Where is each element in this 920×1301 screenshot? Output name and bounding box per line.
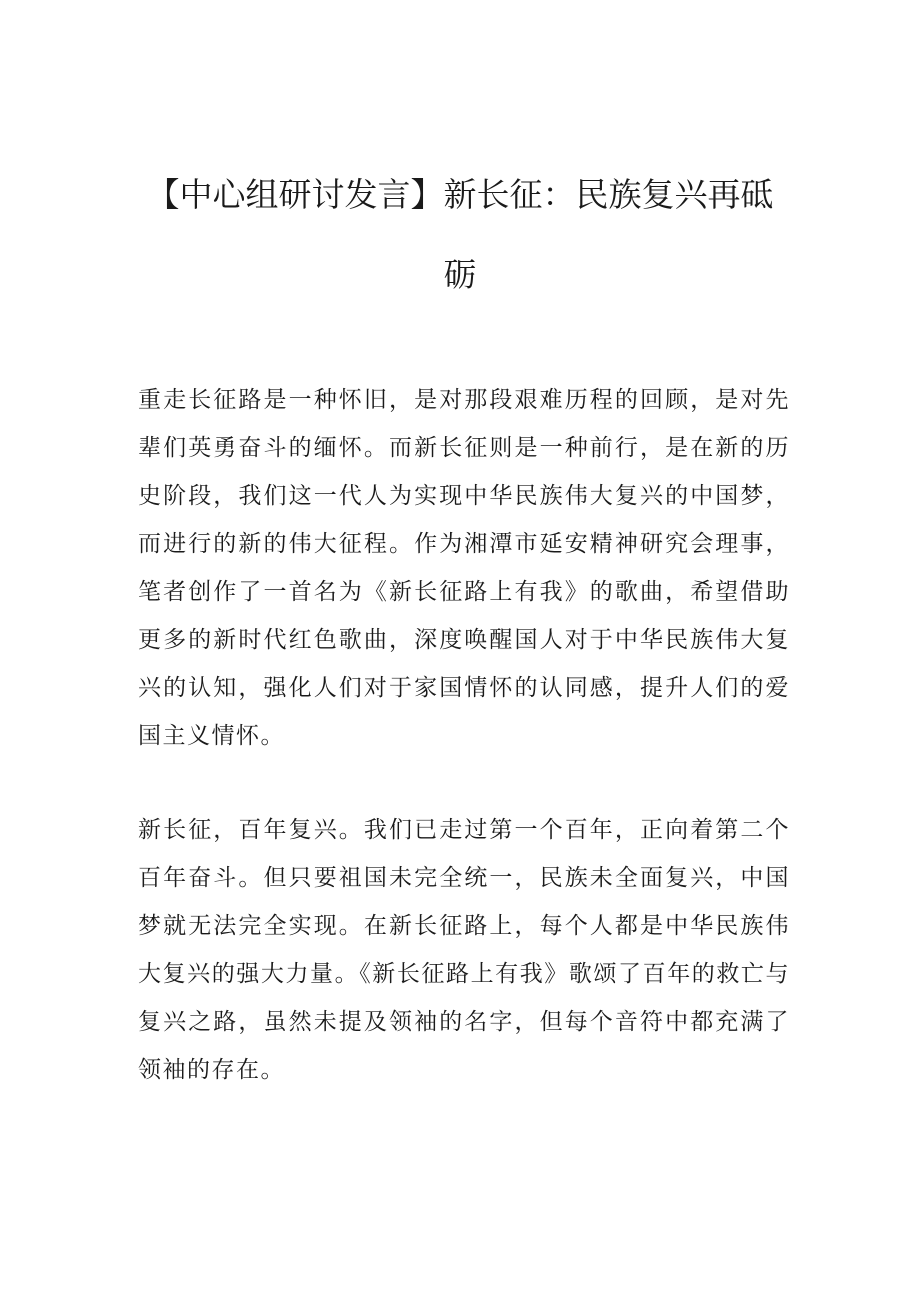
paragraph-1: 重走长征路是一种怀旧，是对那段艰难历程的回顾，是对先辈们英勇奋斗的缅怀。而新长征则是一种前行，是在新的历史阶段，我们这一代人为实现中华民族伟大复兴的中国梦，而进行的新的伟大征程。作为湘潭市延安精神研究会理事，笔者创作了一首名为《新长征路上有我》的歌曲，希望借助更多的新时代红色歌曲，深度唤醒国人对于中华民族伟大复兴的认知，强化人们对于家国情怀的认同感，提升人们的爱国主义情怀。 (138, 387, 790, 749)
document-title: 【中心组研讨发言】新长征：民族复兴再砥砺 (146, 175, 774, 294)
paragraph-2: 新长征，百年复兴。我们已走过第一个百年，正向着第二个百年奋斗。但只要祖国未完全统一，民族未全面复兴，中国梦就无法完全实现。在新长征路上，每个人都是中华民族伟大复兴的强大力量。《新长征路上有我》歌颂了百年的救亡与复兴之路，虽然未提及领袖的名字，但每个音符中都充满了领袖的存在。 (138, 817, 790, 1083)
